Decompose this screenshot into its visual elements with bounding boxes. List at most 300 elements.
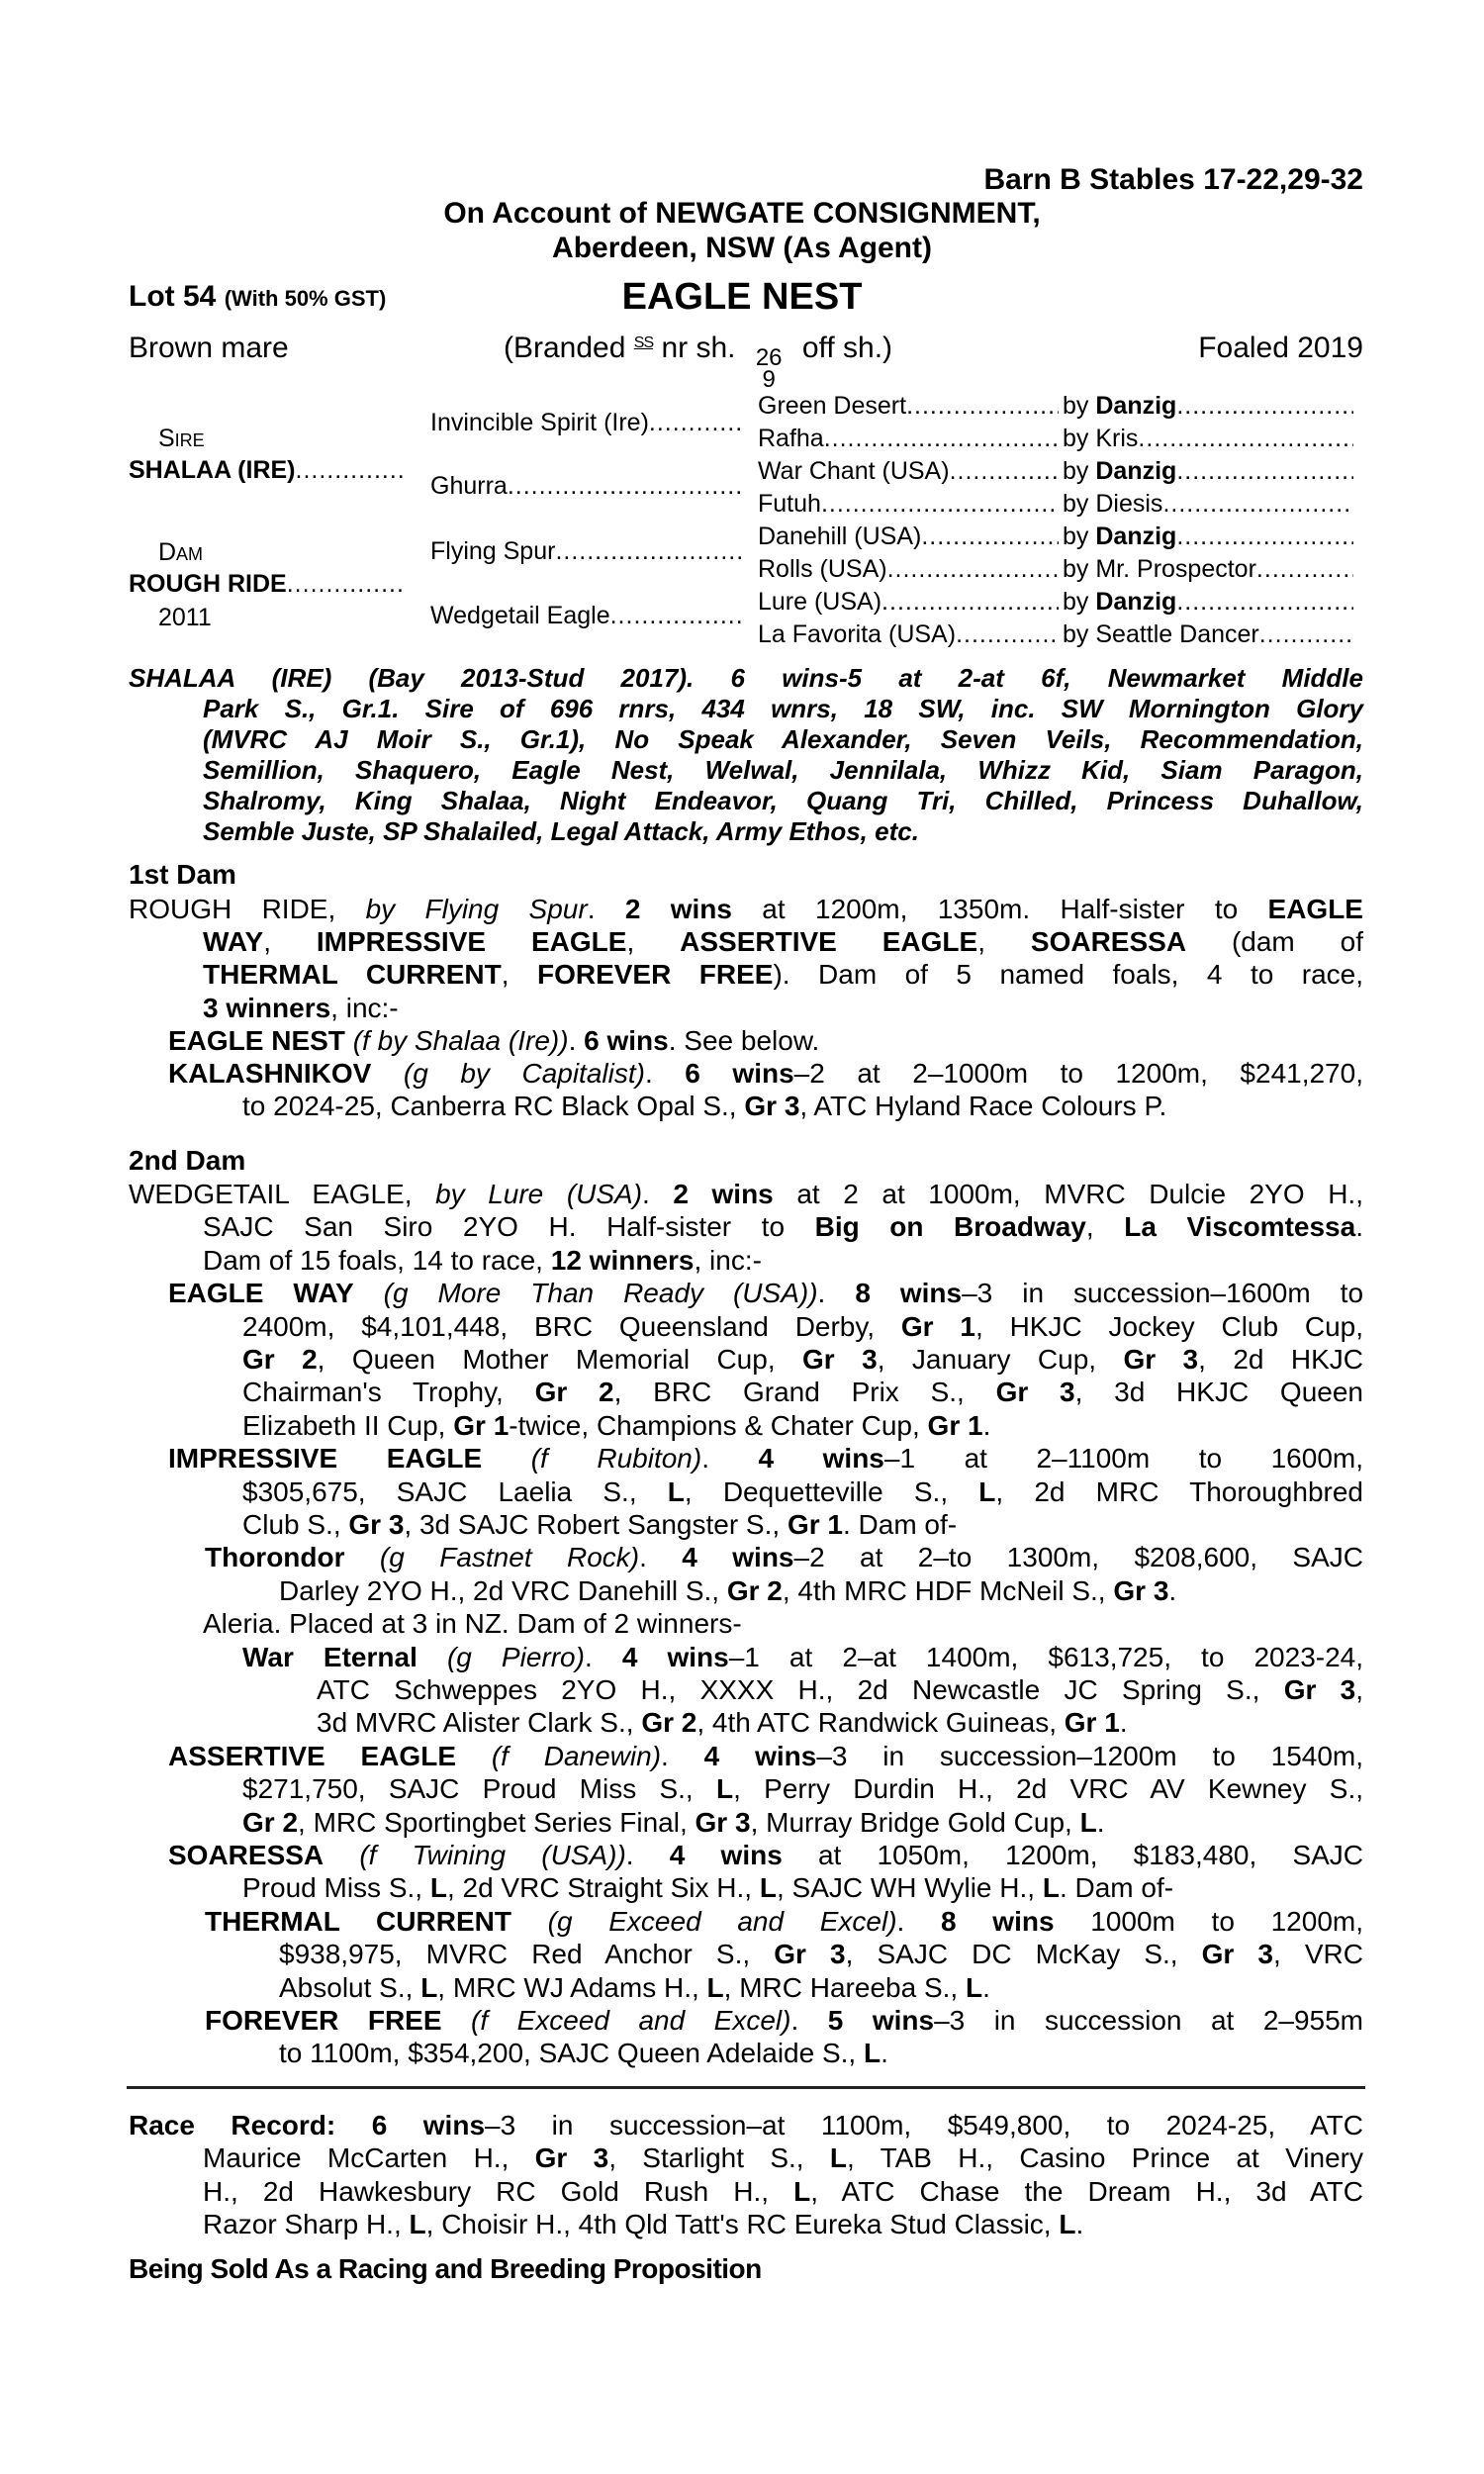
bold-text-run: Gr 3 [774,1939,846,1969]
entry-line [129,1178,1363,1210]
sire-name-text: SHALAA (IRE) [129,456,296,484]
text-run: at 1050m, 1200m, $183,480, SAJC [782,1840,1364,1870]
grandparent-name: Flying Spur [430,537,556,565]
grandparent-name: Invincible Spirit (Ire) [430,409,649,436]
bold-text-run: Gr 3 [1123,1344,1199,1375]
bold-text-run: WAY [203,926,264,957]
dot-leader [921,522,1059,551]
by-label: by [1063,620,1096,648]
bold-text-run: Gr 3 [1113,1575,1169,1606]
text-run: . [587,894,625,924]
italic-text-run: (f Danewin) [456,1741,662,1771]
text-run: to 2024-25, Canberra RC Black Opal S., [242,1091,745,1121]
text-run: Proud Miss S., [242,1872,430,1903]
entry-continuation-line [203,925,1363,958]
bold-text-run: Gr 3 [1283,1674,1356,1705]
bold-text-run: 4 wins [758,1443,884,1474]
text-run: 3d MVRC Alister Clark S., [317,1707,642,1738]
lot-number [129,280,386,316]
bold-text-run: L [409,2209,426,2239]
text-run: at 1200m, 1350m. Half-sister to [731,894,1268,924]
dot-leader [824,424,1059,453]
entry-line [168,1839,1363,1871]
text-run: , 2d VRC Straight Six H., [446,1872,760,1903]
dot-leader [1162,489,1353,519]
entry-continuation-line [203,2208,1363,2240]
great-grandparent-sire [1063,456,1353,486]
entry-line [129,2109,1363,2141]
entry-continuation-line [242,1376,1363,1408]
great-grandparent [758,424,1059,453]
branded-prefix: (Branded [504,332,626,364]
brand-number [755,344,783,393]
text-run: –2 at 2–to 1300m, $208,600, SAJC [793,1542,1363,1572]
bold-text-run: 4 wins [703,1741,817,1771]
text-run: Chairman's Trophy, [242,1377,535,1407]
text-run: Darley 2YO H., 2d VRC Danehill S., [279,1575,727,1606]
bold-text-run: L [759,1872,777,1903]
bold-text-run: Gr 2 [726,1575,783,1606]
dot-leader [296,455,404,485]
bold-text-run: (MVRC AJ Moir S., Gr.1), No Speak Alexander, Seven Veils, Recommendation, [203,724,1363,754]
text-run: . [584,1642,622,1672]
gst-note: (With 50% GST) [224,286,387,311]
entry-continuation-line [203,992,1363,1024]
text-run: , ATC Hyland Race Colours P. [799,1091,1167,1121]
bold-text-run: FOREVER FREE [205,2005,442,2036]
bold-text-run: Gr 2 [641,1707,697,1738]
text-run: . [642,1179,674,1209]
entry-continuation-line [203,694,1363,724]
sire-of-great-grandparent: Seattle Dancer [1095,620,1259,648]
bold-text-run: THERMAL CURRENT [203,959,502,990]
entry-continuation-line [279,2037,1363,2069]
text-run: . [1119,1707,1128,1738]
text-run: , SAJC DC McKay S., [845,1939,1202,1969]
entry-continuation-line [203,958,1363,991]
bold-text-run: L [793,2176,811,2207]
bold-text-run: Gr 1 [1064,1707,1120,1738]
great-grandparent [758,456,1059,486]
branded-off: off sh.) [801,332,893,364]
great-grandparent-sire [1063,619,1353,649]
text-run: . [881,2038,888,2068]
great-grandparent [758,489,1059,519]
text-run: , [263,926,317,957]
entry-line [242,1641,1363,1673]
bold-text-run: Race Record: 6 wins [129,2110,486,2141]
text-run: , 4th MRC HDF McNeil S., [782,1575,1114,1606]
entry-line [205,1541,1363,1573]
bold-text-run: Gr 1 [787,1509,843,1540]
entry-continuation-line [203,816,1363,847]
bold-text-run: FOREVER FREE [536,959,774,990]
sire-of-great-grandparent: Kris [1095,425,1139,452]
bold-text-run: 4 wins [621,1642,729,1672]
text-run: SAJC San Siro 2YO H. Half-sister to [203,1211,815,1242]
entry-continuation-line [242,1871,1363,1904]
bold-text-run: THERMAL CURRENT [205,1906,511,1937]
dot-leader [555,536,744,566]
sire-of-great-grandparent: Danzig [1095,588,1177,616]
text-run: –3 in succession–at 1100m, $549,800, to 2024-25, ATC [485,2110,1364,2141]
text-run: –2 at 2–1000m to 1200m, $241,270, [793,1058,1363,1089]
text-run: $305,675, SAJC Laelia S., [242,1476,668,1507]
bold-text-run: EAGLE NEST [168,1025,345,1056]
entry-continuation-line [242,1409,1363,1442]
text-run: . [661,1741,704,1771]
dam-name [129,569,404,599]
by-label: by [1063,490,1096,518]
bold-text-run: Gr 3 [995,1377,1075,1407]
text-run: . [625,1840,670,1870]
dot-leader [508,471,744,501]
text-run: , inc:- [330,993,399,1023]
grandparent [430,408,744,437]
entry-line [168,1277,1363,1309]
bold-text-run: SOARESSA [168,1840,325,1870]
great-grandparent-name: Danehill (USA) [758,523,922,550]
sire-of-great-grandparent: Danzig [1095,523,1177,550]
sale-note: Being Sold As a Racing and Breeding Proposition [129,2253,762,2284]
second-dam-heading: 2nd Dam [129,1145,246,1176]
dot-leader [1176,391,1353,421]
grandparent-name: Wedgetail Eagle [430,602,610,629]
entry-line [168,1740,1363,1772]
text-run: to 1100m, $354,200, SAJC Queen Adelaide S., [279,2038,864,2068]
italic-text-run: (f Twining (USA)) [324,1840,626,1870]
first-dam-heading: 1st Dam [129,859,236,890]
text-run: . Dam of- [1059,1872,1174,1903]
entry-continuation-line [279,1574,1363,1607]
text-run: Razor Sharp H., [203,2209,410,2239]
bold-text-run: Semillion, Shaquero, Eagle Nest, Welwal, Jennilala, Whizz Kid, Siam Paragon, [203,755,1363,785]
great-grandparent-name: La Favorita (USA) [758,620,957,648]
great-grandparent-name: Lure (USA) [758,588,882,616]
entry-continuation-line [242,1343,1363,1376]
great-grandparent [758,587,1059,617]
entry-line [203,1607,1363,1640]
dot-leader [1176,522,1353,551]
dot-leader [287,569,404,599]
text-run: , MRC WJ Adams H., [437,1972,707,2003]
text-run: , January Cup, [877,1344,1124,1375]
great-grandparent-sire [1063,522,1353,551]
entry-line [168,1057,1363,1090]
text-run: , MRC Hareeba S., [723,1972,966,2003]
text-run: , 4th ATC Randwick Guineas, [696,1707,1065,1738]
dam-year: 2011 [158,604,212,631]
bold-text-run: IMPRESSIVE EAGLE [168,1443,483,1474]
sire-of-great-grandparent: Diesis [1095,490,1163,518]
bold-text-run: 6 wins [584,1025,669,1056]
text-run: –1 at 2–1100m to 1600m, [883,1443,1363,1474]
entry-continuation-line [317,1673,1363,1706]
dot-leader [610,601,744,630]
entry-continuation-line [242,1508,1363,1541]
dot-leader [956,619,1059,649]
italic-text-run: (g Pierro) [417,1642,585,1672]
entry-continuation-line [279,1971,1363,2004]
bold-text-run: Gr 1 [900,1311,975,1342]
bold-text-run: 6 wins [685,1058,794,1089]
entry-continuation-line [203,1210,1363,1243]
entry-continuation-line [203,724,1363,755]
bold-text-run: L [715,1773,734,1804]
grandparent [430,536,744,566]
great-grandparent [758,522,1059,551]
great-grandparent-sire [1063,587,1353,617]
bold-text-run: Semble Juste, SP Shalailed, Legal Attack, Army Ethos, etc. [203,816,919,846]
text-run: , 3d HKJC Queen [1074,1377,1363,1407]
dot-leader [887,554,1059,584]
text-run: 2400m, $4,101,448, BRC Queensland Derby, [242,1311,901,1342]
bold-text-run: 4 wins [669,1840,783,1870]
by-label: by [1063,523,1096,550]
text-run: Maurice McCarten H., [203,2142,535,2173]
text-run: Absolut S., [279,1972,421,2003]
dot-leader [1256,554,1353,584]
entry-line [129,663,1363,694]
grandparent-name: Ghurra [430,472,508,500]
great-grandparent-name: Futuh [758,490,821,518]
entry-continuation-line [242,1090,1363,1122]
great-grandparent-sire [1063,424,1353,453]
bold-text-run: 5 wins [827,2005,935,2036]
entry-continuation-line [203,1244,1363,1277]
section-divider [127,2086,1365,2089]
text-run: . [982,1410,991,1441]
bold-text-run: L [864,2038,881,2068]
entry-continuation-line [242,1772,1363,1805]
bold-text-run: Gr 1 [927,1410,983,1441]
text-run: . Dam of- [842,1509,958,1540]
text-run: ROUGH RIDE, [129,894,366,924]
bold-text-run: Big on Broadway [814,1211,1086,1242]
entry-continuation-line [203,786,1363,816]
bold-text-run: L [978,1476,996,1507]
text-run: ). Dam of 5 named foals, 4 to race, [773,959,1364,990]
great-grandparent-sire [1063,489,1353,519]
bold-text-run: Shalromy, King Shalaa, Night Endeavor, Quang Tri, Chilled, Princess Duhallow, [203,786,1363,815]
text-run: , Dequetteville S., [684,1476,979,1507]
text-run: . [568,1025,585,1056]
text-run: . [644,1058,686,1089]
text-run: . [639,1542,683,1572]
sire-name [129,455,404,485]
great-grandparent-name: Rafha [758,425,824,452]
italic-text-run: (g by Capitalist) [371,1058,645,1089]
entry-line [205,1905,1363,1938]
text-run: ATC Schweppes 2YO H., XXXX H., 2d Newcastle JC Spring S., [317,1674,1284,1705]
italic-text-run: (g More Than Ready (USA)) [353,1278,818,1308]
bold-text-run: Thorondor [205,1542,345,1572]
bold-text-run: 3 winners [203,993,331,1023]
bold-text-run: 8 wins [855,1278,963,1308]
by-label: by [1063,588,1096,616]
bold-text-run: L [1079,1807,1097,1838]
bold-text-run: Gr 3 [744,1091,800,1121]
great-grandparent [758,554,1059,584]
bold-text-run: EAGLE [1267,894,1363,924]
bold-text-run: 8 wins [941,1906,1055,1937]
text-run: , [626,926,681,957]
italic-text-run: by Flying Spur [365,894,588,924]
great-grandparent-sire [1063,554,1353,584]
bold-text-run: L [429,1872,447,1903]
bold-text-run: Park S., Gr.1. Sire of 696 rnrs, 434 wnrs, 18 SW, inc. SW Mornington Glory [203,694,1363,723]
entry-continuation-line [203,2175,1363,2208]
text-run: Elizabeth II Cup, [242,1410,454,1441]
text-run: –3 in succession–1600m to [962,1278,1364,1308]
foaled-year: Foaled 2019 [1198,332,1363,364]
text-run: , Starlight S., [608,2142,830,2173]
lot-label: Lot 54 [129,280,217,313]
entry-continuation-line [203,755,1363,786]
by-label: by [1063,457,1096,485]
bold-text-run: KALASHNIKOV [168,1058,372,1089]
by-label: by [1063,555,1096,583]
text-run: Dam of 15 foals, 14 to race, [203,1245,551,1276]
bold-text-run: ASSERTIVE EAGLE [680,926,978,957]
text-run: , [977,926,1031,957]
text-run: $271,750, SAJC Proud Miss S., [242,1773,716,1804]
text-run: , Perry Durdin H., 2d VRC AV Kewney S., [733,1773,1364,1804]
bold-text-run: L [829,2142,847,2173]
text-run: . [1168,1575,1177,1606]
entry-line [168,1024,1363,1057]
text-run: WEDGETAIL EAGLE, [129,1179,436,1209]
bold-text-run: IMPRESSIVE EAGLE [316,926,627,957]
dot-leader [881,587,1059,617]
text-run: Club S., [242,1509,349,1540]
dot-leader [1138,424,1353,453]
entry-continuation-line [279,1938,1363,1970]
italic-text-run: by Lure (USA) [435,1179,643,1209]
text-run: . [1075,2209,1084,2239]
entry-continuation-line [242,1806,1363,1839]
grandparent [430,471,744,501]
italic-text-run: (g Exceed and Excel) [510,1906,897,1937]
entry-line [129,893,1363,925]
dam-label: Dam [158,538,204,566]
text-run: –1 at 2–at 1400m, $613,725, to 2023-24, [728,1642,1364,1672]
brand-mark-icon: SS [633,334,654,351]
text-run: , 2d MRC Thoroughbred [995,1476,1363,1507]
bold-text-run: 2 wins [673,1179,774,1209]
bold-text-run: L [1059,2209,1076,2239]
by-label: by [1063,392,1096,420]
text-run: Aleria. Placed at 3 in NZ. Dam of 2 winners- [203,1608,742,1639]
text-run: , Murray Bridge Gold Cup, [750,1807,1080,1838]
italic-text-run: (g Fastnet Rock) [344,1542,640,1572]
bold-text-run: Gr 3 [348,1509,405,1540]
branded-near: nr sh. [661,332,736,364]
dot-leader [906,391,1059,421]
horse-name: EAGLE NEST [621,276,863,318]
text-run: , MRC Sportingbet Series Final, [298,1807,696,1838]
text-run: –3 in succession–1200m to 1540m, [816,1741,1364,1771]
bold-text-run: La Viscomtessa [1124,1211,1356,1242]
text-run: –3 in succession at 2–955m [934,2005,1363,2036]
bold-text-run: 4 wins [682,1542,794,1572]
consignor-line-2: Aberdeen, NSW (As Agent) [552,232,932,264]
bold-text-run: ASSERTIVE EAGLE [168,1741,456,1771]
dot-leader [821,489,1059,519]
dam-name-text: ROUGH RIDE [129,570,287,598]
sire-of-great-grandparent: Danzig [1095,457,1177,485]
stable-location: Barn B Stables 17-22,29-32 [983,163,1363,196]
dot-leader [950,456,1059,486]
text-run: , SAJC WH Wylie H., [776,1872,1043,1903]
text-run: . [790,2005,828,2036]
great-grandparent-name: Rolls (USA) [758,555,887,583]
entry-line [168,1442,1363,1475]
text-run: $938,975, MVRC Red Anchor S., [279,1939,775,1969]
entry-continuation-line [242,1475,1363,1508]
bold-text-run: L [420,1972,438,2003]
text-run: . See below. [668,1025,820,1056]
bold-text-run: L [965,1972,983,2003]
great-grandparent-name: Green Desert [758,392,907,420]
bold-text-run: L [706,1972,724,2003]
text-run: (dam of [1186,926,1364,957]
bold-text-run: 2 wins [624,894,732,924]
consignor-line-1: On Account of NEWGATE CONSIGNMENT, [443,197,1041,230]
great-grandparent [758,391,1059,421]
brand-description [504,332,892,391]
text-run: , HKJC Jockey Club Cup, [974,1311,1364,1342]
bold-text-run: Gr 3 [534,2142,609,2173]
great-grandparent-sire [1063,391,1353,421]
entry-continuation-line [242,1310,1363,1343]
sire-label: Sire [158,425,205,452]
entry-continuation-line [317,1706,1363,1739]
text-run: , ATC Chase the Dream H., 3d ATC [810,2176,1363,2207]
dot-leader [1176,587,1353,617]
great-grandparent [758,619,1059,649]
text-run: . [701,1443,759,1474]
great-grandparent-name: War Chant (USA) [758,457,950,485]
text-run: . [982,1972,990,2003]
bold-text-run: Gr 2 [534,1377,614,1407]
text-run: , 3d SAJC Robert Sangster S., [404,1509,788,1540]
text-run: at 2 at 1000m, MVRC Dulcie 2YO H., [773,1179,1363,1209]
horse-description: Brown mare [129,332,289,364]
bold-text-run: Gr 2 [242,1344,318,1375]
dot-leader [649,408,744,437]
sire-of-great-grandparent: Danzig [1095,392,1177,420]
text-run: . [817,1278,856,1308]
bold-text-run: Gr 3 [695,1807,751,1838]
text-run: , [1085,1211,1125,1242]
text-run: . [896,1906,942,1937]
italic-text-run: (f by Shalaa (Ire)) [344,1025,569,1056]
bold-text-run: 12 winners [550,1245,695,1276]
grandparent [430,601,744,630]
text-run: , BRC Grand Prix S., [613,1377,996,1407]
text-run: , VRC [1273,1939,1363,1969]
text-run: . [1096,1807,1105,1838]
by-label: by [1063,425,1096,452]
bold-text-run: EAGLE WAY [168,1278,354,1308]
text-run: -twice, Champions & Chater Cup, [509,1410,928,1441]
sire-of-great-grandparent: Mr. Prospector [1095,555,1256,583]
text-run: , inc:- [694,1245,762,1276]
bold-text-run: L [1042,1872,1060,1903]
italic-text-run: (f Rubiton) [482,1443,702,1474]
text-run: , [1355,1674,1363,1705]
